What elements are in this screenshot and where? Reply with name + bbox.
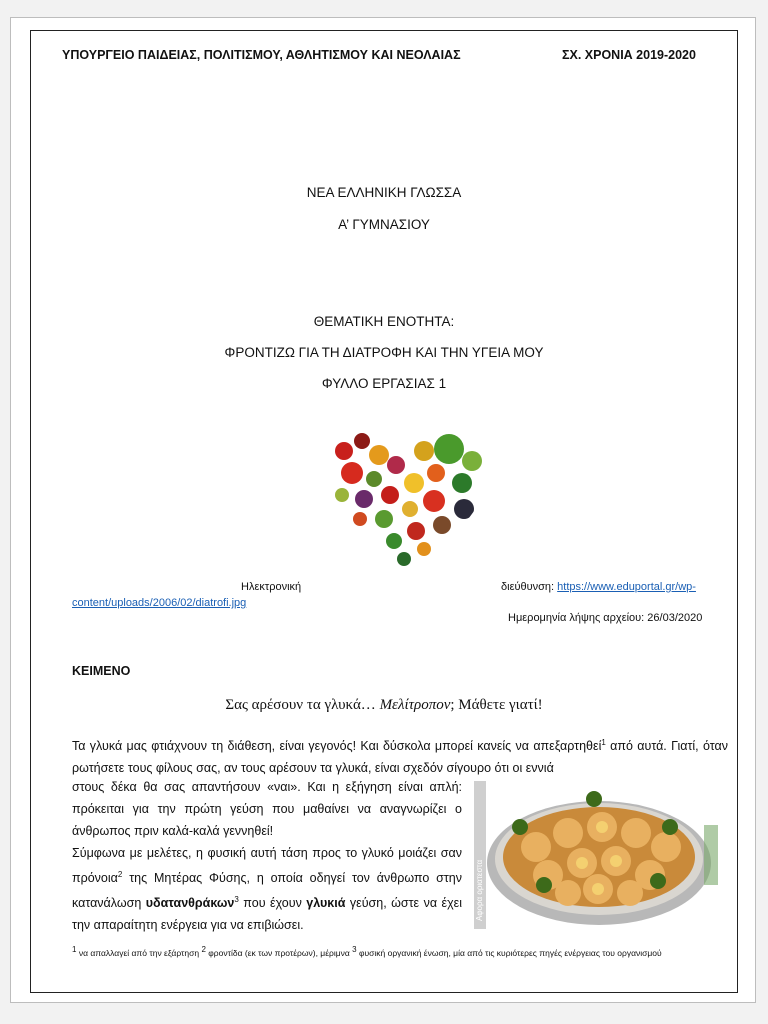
subject-title: ΝΕΑ ΕΛΛΗΝΙΚΗ ΓΛΩΣΣΑ xyxy=(306,185,462,200)
paragraph-2-text: στους δέκα θα σας απαντήσουν «ναι». Και η εξήγηση είναι απλή: πρόκειται για την πρώτη γεύση που μαθαίνει να αναγνωρίζει ο άνθρωπος πριν καλά-καλά γεννηθεί! xyxy=(72,780,462,838)
footnote-2-text: φροντίδα (εκ των προτέρων), μέριμνα xyxy=(205,947,353,958)
unit-label: ΘΕΜΑΤΙΚΗ ΕΝΟΤΗΤΑ: xyxy=(313,314,455,329)
footnote-3-text: φυσική οργανική ένωση, μία από τις κυριότερες πηγές ενέργειας του οργανισμού xyxy=(356,947,662,958)
footnote-ref-1: 1 xyxy=(601,738,606,747)
paragraph-3-text-b: της Μητέρας Φύσης, η οποία οδηγεί τον άνθρωπο στην κατανάλωση xyxy=(72,871,462,911)
paragraph-2 xyxy=(72,776,462,936)
footnote-ref-3: 3 xyxy=(234,895,239,905)
paragraph-1 xyxy=(72,732,728,779)
footnote-1-text: να απαλλαγεί από την εξάρτηση xyxy=(76,947,202,958)
source-label-part2: διεύθυνση: xyxy=(501,581,555,593)
source-address-line xyxy=(501,581,696,593)
source-url-part2[interactable]: content/uploads/2006/02/diatrofi.jpg xyxy=(72,597,247,609)
subtitle-end: ; Μάθετε γιατί! xyxy=(450,697,543,713)
subtitle-start: Σας αρέσουν τα γλυκά… xyxy=(225,697,376,713)
text-subtitle xyxy=(30,697,738,714)
footnote-ref-2: 2 xyxy=(117,870,123,879)
footnote-1-number: 1 xyxy=(72,945,77,954)
ministry-header: ΥΠΟΥΡΓΕΙΟ ΠΑΙΔΕΙΑΣ, ΠΟΛΙΤΙΣΜΟΥ, ΑΘΛΗΤΙΣΜΟΥ ΚΑΙ ΝΕΟΛΑΙΑΣ xyxy=(62,48,461,62)
text-heading: ΚΕΙΜΕΝΟ xyxy=(72,664,131,678)
unit-title: ΦΡΟΝΤΙΖΩ ΓΙΑ ΤΗ ΔΙΑΤΡΟΦΗ ΚΑΙ ΤΗΝ ΥΓΕΙΑ ΜΟΥ xyxy=(224,345,544,360)
photo-watermark: Αφορα οριατεστα xyxy=(475,859,484,921)
school-year: ΣΧ. ΧΡΟΝΙΑ 2019-2020 xyxy=(562,48,696,62)
sweet-word: γλυκιά xyxy=(306,896,346,911)
worksheet-title: ΦΥΛΛΟ ΕΡΓΑΣΙΑΣ 1 xyxy=(321,376,447,391)
retrieval-date: Ημερομηνία λήψης αρχείου: 26/03/2020 xyxy=(508,612,703,624)
paragraph-1-text-b: από αυτά. Γιατί, όταν ρωτήσετε τους φίλους σας, αν τους αρέσουν τα γλυκά, είναι σχεδόν σίγουρο ότι οι εννιά xyxy=(72,739,728,776)
source-label-part1: Ηλεκτρονική xyxy=(241,581,302,593)
paragraph-3-text-d: γεύση, ώστε να έχει την απαραίτητη ενέργεια για να επιβιώσει. xyxy=(72,896,462,933)
grade-title: Α’ ΓΥΜΝΑΣΙΟΥ xyxy=(338,217,430,232)
baklava-photo xyxy=(474,781,720,929)
footnote-3-number: 3 xyxy=(352,945,357,954)
paragraph-3-text-a: Σύμφωνα με μελέτες, η φυσική αυτή τάση προς το γλυκό μοιάζει σαν πρόνοια xyxy=(72,846,462,886)
footnotes xyxy=(72,945,662,958)
footnote-2-number: 2 xyxy=(201,945,206,954)
paragraph-3-text-c: που έχουν xyxy=(238,896,307,911)
subtitle-italic-word: Μελίτροπον xyxy=(379,697,451,713)
carbohydrates-word: υδατανθράκων xyxy=(145,896,235,911)
vegetable-heart-image xyxy=(324,421,490,577)
paragraph-1-text-a: Τα γλυκά μας φτιάχνουν τη διάθεση, είναι γεγονός! Και δύσκολα μπορεί κανείς να απεξαρτηθεί xyxy=(72,739,602,754)
source-url-part1[interactable]: https://www.eduportal.gr/wp- xyxy=(557,581,696,593)
